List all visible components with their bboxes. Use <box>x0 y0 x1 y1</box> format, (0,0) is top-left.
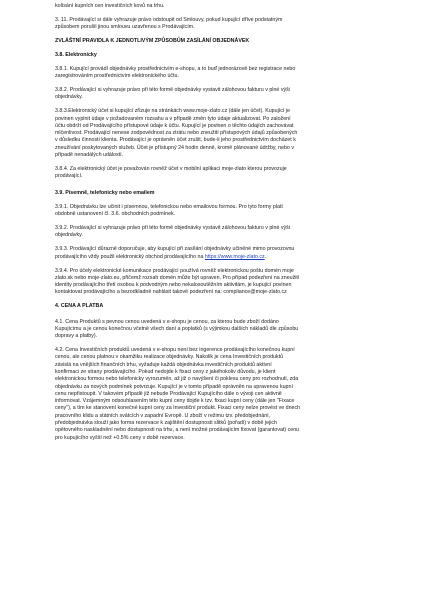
line-text: pracovního klidu a státních svátcích v zapadní Evropě. U zboží v režimu tzv. předobjednání, <box>55 412 271 419</box>
line-text: objednávku za nových podmínek potvrzuje. Kupující je v tomto případě oprávněn na upravenou kupní <box>55 383 293 390</box>
line-text: kolísání kupních cen investičních kovů na trhu. <box>55 3 165 9</box>
line-text: 3.8.2. Prodávající si vyhrazuje právo při této formě objednávky vystavit zálohovou fakturu v plné výši <box>55 87 290 94</box>
text-line <box>55 289 386 296</box>
text-line <box>55 24 386 31</box>
text-line <box>55 3 386 10</box>
text-line <box>55 435 386 442</box>
section-heading: 3.9. Písemně, telefonicky nebo emailem <box>55 190 155 197</box>
paragraph <box>55 268 386 297</box>
paragraph <box>55 108 386 159</box>
text-line <box>55 152 386 159</box>
line-text: dopravy a platby). <box>55 333 98 340</box>
line-text: objednávky. <box>55 94 83 101</box>
line-text: ceny"), a tím ke stanovení konečné kupní ceny za Investiční produkt. Fixaci ceny nelze provést ve dnech <box>55 405 301 412</box>
line-text: 3.9.4. Pro účely elektronické komunikace prodávající používá rovněž elektronickou poštu domén moje <box>55 267 294 274</box>
line-text: identity prodávajícího třetí osobou k podvodným nebo nekalosoutěžním aktivitám, je kupující povinen <box>55 282 292 289</box>
line-text: 3.8.1. Kupující provádí objednávky prostřednictvím e-shopu, a to buď jednorázově bez registrace nebo <box>55 65 296 72</box>
line-text: povinen vyplnit údaje v požadovaném rozsahu a v případě změn tyto údaje aktualizovat. Po založení <box>55 115 291 122</box>
line-text: 3.9.2. Prodávající si vyhrazuje právo při této formě objednávky vystavit zálohovou fakturu v plné výši <box>55 225 290 232</box>
text-line <box>55 391 386 398</box>
line-text: způsobem porušil jinou smlouvu uzavřenou s Prodávajícím. <box>55 24 195 31</box>
paragraph <box>55 17 386 32</box>
line-text: cenu nepřistoupit. V takovém případě již nebude Prodávající Kupujícího dále o vývoji cen aktivně <box>55 390 282 397</box>
paragraph <box>55 87 386 102</box>
line-text: . <box>264 253 267 260</box>
line-text: Kupujícímu a je cenou konečnou včetně všech daní a poplatků (s výjimkou dalších nákladů dle způsobu <box>55 325 299 332</box>
line-text: 3.8.4. Za elektronický účet je považován rovněž účet v mobilní aplikaci moje-zlato kterou provozuje <box>55 165 287 172</box>
text-line <box>55 362 386 369</box>
line-text: případě nenadálých událostí. <box>55 152 124 159</box>
paragraph <box>55 3 386 10</box>
text-line <box>55 246 386 253</box>
text-line <box>55 376 386 383</box>
line-text: elektronickou formou nebo telefonicky vyrozuměn, až již o navýšení či poklesu ceny pro rozhodnutí, zda <box>55 376 299 383</box>
text-line <box>55 413 386 420</box>
paragraph <box>55 66 386 81</box>
line-text: informovat. Vzájemným odsouhlasením této kupní ceny dojde k tzv. fixaci kupní ceny (dále jen "Fixace <box>55 398 295 405</box>
paragraph <box>55 166 386 181</box>
line-text: předobjednávka slouží jako forma rezervace k zajištění dostupnosti slitků (pořadí) v době jejich <box>55 420 277 427</box>
line-text: kontaktovat prodávajícího a bezodkladně nahlásit takové podezření na: compliance@moje-zlato.cz <box>55 289 287 296</box>
line-text: konfirmaci ze strany prodávajícího. Pokud nedojde k fixaci ceny z jakéhokoliv důvodu, je klient <box>55 369 276 375</box>
text-line <box>55 384 386 391</box>
text-line <box>55 232 386 239</box>
text-line <box>55 225 386 232</box>
text-line <box>55 354 386 361</box>
line-text: opětovného naskladnění nebo dostupnosti na trhu, a není možné prodávajícím fixovat (garantovat) cenu <box>55 427 300 434</box>
line-text: cenou, ale cenou platnou v okamžiku realizace objednávky. Nakolik je cena Investičních produktů <box>55 354 284 361</box>
text-line <box>55 420 386 427</box>
line-text: 4.1. Cena Produktů s pevnou cenou uvedená v e-shopu je cenou, za kterou bude zboží dodáno <box>55 318 279 325</box>
line-text: objednávky. <box>55 232 83 239</box>
line-text: 4.2. Cena Investičních produktů uvedená v e-shopu není bez ingerence prodávajícího konečnou kupní <box>55 347 295 354</box>
text-line <box>55 254 386 261</box>
line-text: pro kupujícího vyšší než +0.5% ceny v době rezervace. <box>55 434 185 441</box>
text-line <box>55 319 386 326</box>
text-line <box>55 369 386 376</box>
website-link[interactable]: https://www.moje-zlato.cz <box>204 253 265 260</box>
text-line <box>55 73 386 80</box>
text-line <box>55 108 386 115</box>
text-line <box>55 173 386 180</box>
text-line <box>55 66 386 73</box>
text-line <box>55 275 386 282</box>
text-line <box>55 333 386 340</box>
line-text: obdobně ustanovení čl. 3.6. obchodních podmínek. <box>55 211 176 218</box>
line-text: 3.9.3. Prodávající důrazně doporučuje, aby kupující při zasílání objednávky učiněné mimo provozovnu <box>55 246 295 253</box>
text-line <box>55 94 386 101</box>
text-line <box>55 282 386 289</box>
text-line <box>55 166 386 173</box>
line-text: zaregistrováním prostřednictvím elektronického účtu. <box>55 73 179 80</box>
line-text: zlato.sk nebo moje-zlato.eu, přičemž rozsah domén může být upraven. Pro případ podezření na zneužití <box>55 274 300 281</box>
text-line <box>55 326 386 333</box>
section-heading: ZVLÁŠTNÍ PRAVIDLA K JEDNOTLIVÝM ZPŮSOBŮM ZASÍLÁNÍ OBJEDNÁVEK <box>55 38 250 45</box>
line-text: závislá na vnějších finančních trhu, vyžaduje každá objednávka investičních produktů aktivní <box>55 361 272 368</box>
line-text: 3.8.3.Elektronický účet si kupující zřizuje na stránkách www.moje-zlato.cz (dále jen účet). Kupující je <box>55 108 290 115</box>
text-line <box>55 87 386 94</box>
text-line <box>55 211 386 218</box>
line-text: 3.9.1. Objednávku lze učinit i písemnou, telefonickou nebo emailovou formou. Pro tyto formy platí <box>55 203 283 210</box>
paragraph <box>55 319 386 341</box>
text-line <box>55 398 386 405</box>
paragraph <box>55 347 386 442</box>
line-text: zneužívání poskytovaných služeb. Účet je přístupný 24 hodin denně, kromě plánované údržby, nebo v <box>55 144 294 151</box>
text-line <box>55 405 386 412</box>
line-text: účtu obdrží od Prodávajícího přístupové údaje k účtu. Kupující je povinen o těchto údajích zachovávat <box>55 122 294 129</box>
line-text: v důsledku činnosti klienta. Prodávající je oprávněn účet zrušit, bude-li jeho prostřednictvím docházet k <box>55 137 296 144</box>
line-text: mlčenlivost. Prodávající nenese zodpovědnost za ztrátu nebo zneužití přístupových údajů způsobených <box>55 130 298 137</box>
paragraph <box>55 204 386 219</box>
paragraph <box>55 246 386 261</box>
line-text: prodávající. <box>55 173 83 180</box>
section-heading: 4. CENA A PLATBA <box>55 303 104 310</box>
paragraph <box>55 225 386 240</box>
section-heading: 3.8. Elektronicky <box>55 51 97 58</box>
text-line <box>55 137 386 144</box>
line-text: prodávajícího vždy použil elektronický obchod prodávajícího na <box>55 253 205 260</box>
line-text: 3. 11. Prodávající si dále vyhrazuje právo odstoupit od Smlouvy, pokud kupující dříve podstatným <box>55 16 283 23</box>
text-line <box>55 145 386 152</box>
text-line <box>55 268 386 275</box>
text-line <box>55 427 386 434</box>
text-line <box>55 204 386 211</box>
text-line <box>55 116 386 123</box>
